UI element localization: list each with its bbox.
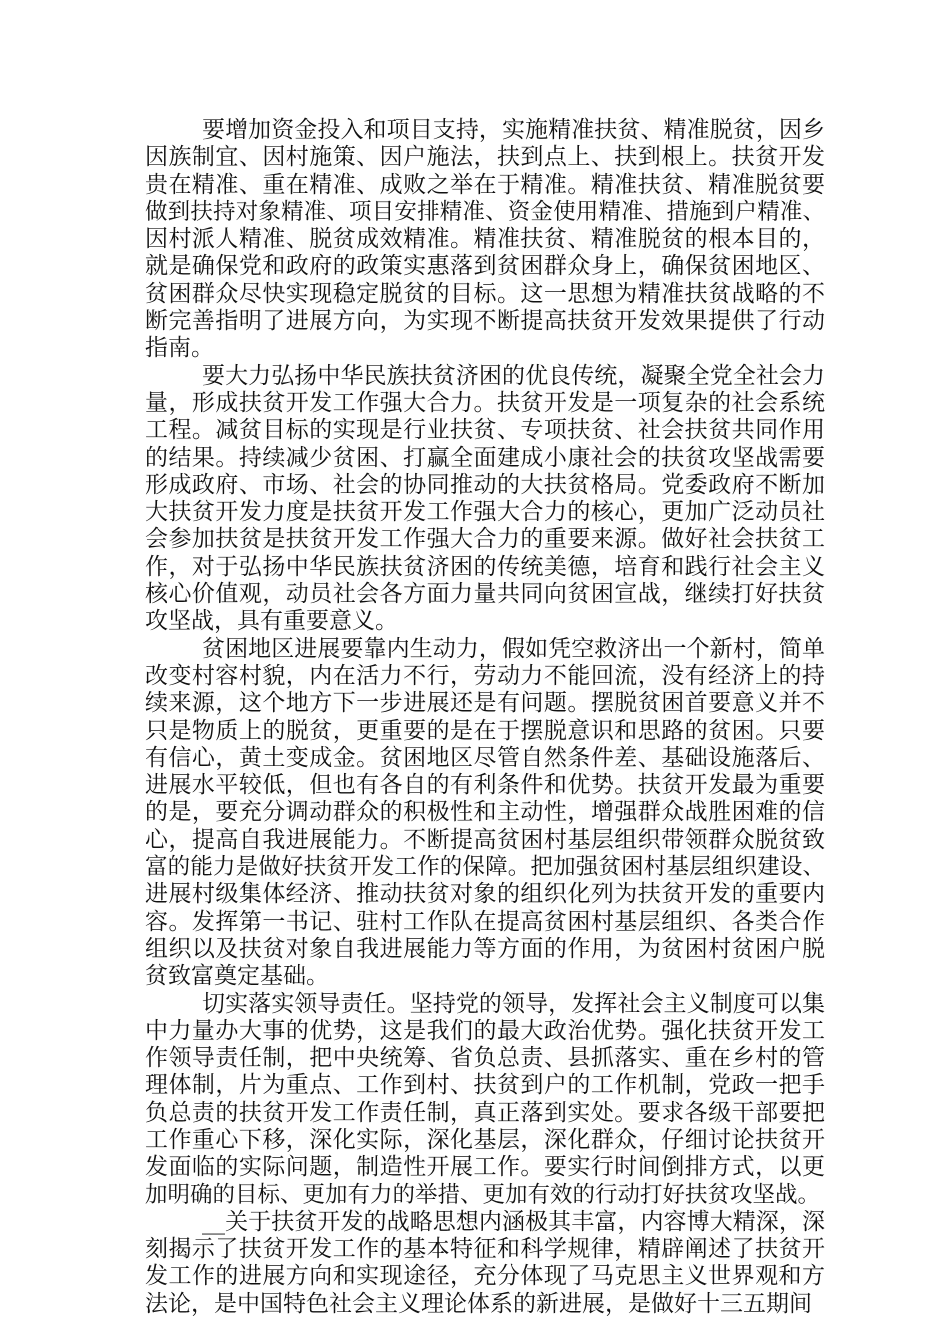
text-line: 断完善指明了进展方向，为实现不断提高扶贫开发效果提供了行动 (145, 308, 825, 335)
text-line: 就是确保党和政府的政策实惠落到贫困群众身上，确保贫困地区、 (145, 253, 825, 280)
text-line: 因村派人精准、脱贫成效精准。精准扶贫、精准脱贫的根本目的， (145, 226, 825, 253)
text-line: 理体制，片为重点、工作到村、扶贫到户的工作机制，党政一把手 (145, 1072, 825, 1099)
text-line: 富的能力是做好扶贫开发工作的保障。把加强贫困村基层组织建设、 (145, 854, 825, 881)
text-line: 要增加资金投入和项目支持，实施精准扶贫、精准脱贫，因乡 (202, 117, 825, 143)
text-line: 法论，是中国特色社会主义理论体系的新进展，是做好十三五期间 (145, 1290, 812, 1317)
text-line: 发工作的进展方向和实现途径，充分体现了马克思主义世界观和方 (145, 1263, 825, 1290)
text-line: 的是，要充分调动群众的积极性和主动性，增强群众战胜困难的信 (145, 799, 825, 826)
text-line: 工作重心下移，深化实际，深化基层，深化群众，仔细讨论扶贫开 (145, 1126, 825, 1153)
text-line: 改变村容村貌，内在活力不行，劳动力不能回流，没有经济上的持 (145, 662, 825, 689)
text-line: 工程。减贫目标的实现是行业扶贫、专项扶贫、社会扶贫共同作用 (145, 417, 825, 444)
text-line: 要大力弘扬中华民族扶贫济困的优良传统，凝聚全党全社会力 (202, 362, 825, 389)
text-line: 会参加扶贫是扶贫开发工作强大合力的重要来源。做好社会扶贫工 (145, 526, 825, 553)
text-line: 贫致富奠定基础。 (145, 963, 329, 990)
text-line: 指南。 (145, 335, 214, 362)
text-line: 作领导责任制，把中央统筹、省负总责、县抓落实、重在乡村的管 (145, 1045, 825, 1072)
text-line: 组织以及扶贫对象自我进展能力等方面的作用，为贫困村贫困户脱 (145, 935, 825, 962)
paragraph (145, 117, 825, 363)
text-line: 刻揭示了扶贫开发工作的基本特征和科学规律，精辟阐述了扶贫开 (145, 1236, 825, 1263)
text-line: 因族制宜、因村施策、因户施法，扶到点上、扶到根上。扶贫开发 (145, 144, 825, 171)
text-line: 加明确的目标、更加有力的举措、更加有效的行动打好扶贫攻坚战。 (145, 1181, 821, 1208)
text-line: 贫困地区进展要靠内生动力，假如凭空救济出一个新村，简单 (202, 635, 825, 662)
text-line: __关于扶贫开发的战略思想内涵极其丰富，内容博大精深，深 (202, 1208, 825, 1235)
text-line: 的结果。持续减少贫困、打赢全面建成小康社会的扶贫攻坚战需要 (145, 444, 825, 471)
text-line: 贵在精准、重在精准、成败之举在于精准。精准扶贫、精准脱贫要 (145, 171, 825, 198)
text-line: 大扶贫开发力度是扶贫开发工作强大合力的核心，更加广泛动员社 (145, 499, 825, 526)
text-line: 负总责的扶贫开发工作责任制，真正落到实处。要求各级干部要把 (145, 1099, 825, 1126)
text-line: 做到扶持对象精准、项目安排精准、资金使用精准、措施到户精准、 (145, 198, 825, 225)
text-line: 进展村级集体经济、推动扶贫对象的组织化列为扶贫开发的重要内 (145, 881, 825, 908)
text-line: 贫困群众尽快实现稳定脱贫的目标。这一思想为精准扶贫战略的不 (145, 280, 825, 307)
text-line: 攻坚战，具有重要意义。 (145, 608, 398, 635)
paragraph (145, 363, 825, 636)
text-line: 量，形成扶贫开发工作强大合力。扶贫开发是一项复杂的社会系统 (145, 389, 825, 416)
text-line: 切实落实领导责任。坚持党的领导，发挥社会主义制度可以集 (202, 990, 825, 1017)
text-line: 续来源，这个地方下一步进展还是有问题。摆脱贫困首要意义并不 (145, 690, 825, 717)
text-line: 形成政府、市场、社会的协同推动的大扶贫格局。党委政府不断加 (145, 471, 825, 498)
text-line: 有信心，黄土变成金。贫困地区尽管自然条件差、基础设施落后、 (145, 744, 825, 771)
text-line: 中力量办大事的优势，这是我们的最大政治优势。强化扶贫开发工 (145, 1017, 825, 1044)
paragraph (145, 636, 825, 991)
document-body (145, 117, 825, 1318)
text-line: 发面临的实际问题，制造性开展工作。要实行时间倒排方式，以更 (145, 1154, 825, 1181)
text-line: 核心价值观，动员社会各方面力量共同向贫困宣战，继续打好扶贫 (145, 581, 825, 608)
text-line: 容。发挥第一书记、驻村工作队在提高贫困村基层组织、各类合作 (145, 908, 825, 935)
text-line: 进展水平较低，但也有各自的有利条件和优势。扶贫开发最为重要 (145, 772, 825, 799)
paragraph (145, 1209, 825, 1318)
text-line: 心，提高自我进展能力。不断提高贫困村基层组织带领群众脱贫致 (145, 826, 825, 853)
text-line: 只是物质上的脱贫，更重要的是在于摆脱意识和思路的贫困。只要 (145, 717, 825, 744)
paragraph (145, 991, 825, 1209)
text-line: 作，对于弘扬中华民族扶贫济困的传统美德，培育和践行社会主义 (145, 553, 825, 580)
